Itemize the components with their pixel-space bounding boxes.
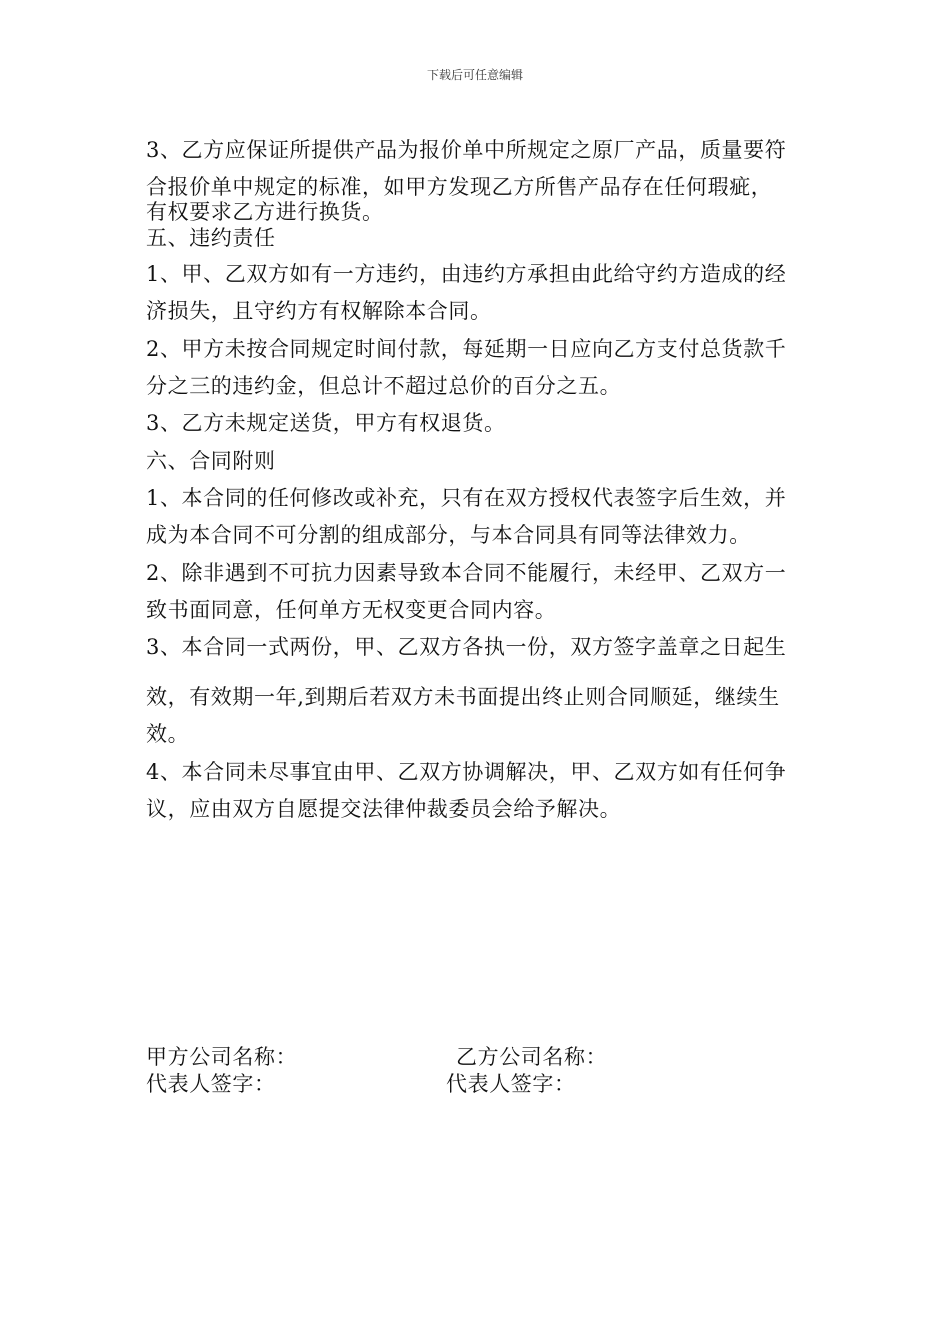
clause-line: 3、乙方应保证所提供产品为报价单中所规定之原厂产品，质量要符	[146, 138, 787, 162]
clause-line: 分之三的违约金，但总计不超过总价的百分之五。	[146, 374, 622, 398]
party-a-rep-label: 代表人签字：	[146, 1072, 276, 1096]
clause-line: 2、甲方未按合同规定时间付款，每延期一日应向乙方支付总货款千	[146, 337, 787, 361]
clause-line: 2、除非遇到不可抗力因素导致本合同不能履行，未经甲、乙双方一	[146, 561, 787, 585]
clause-line: 3、本合同一式两份，甲、乙双方各执一份，双方签字盖章之日起生	[146, 635, 787, 659]
clause-line: 济损失，且守约方有权解除本合同。	[146, 299, 492, 323]
clause-line: 合报价单中规定的标准，如甲方发现乙方所售产品存在任何瑕疵，	[146, 175, 773, 199]
clause-line: 效。	[146, 722, 190, 746]
party-b-company-label: 乙方公司名称：	[456, 1045, 608, 1069]
clause-line: 致书面同意，任何单方无权变更合同内容。	[146, 598, 557, 622]
clause-line: 3、乙方未规定送货，甲方有权退货。	[146, 411, 506, 435]
section-heading: 五、违约责任	[146, 226, 276, 250]
clause-line: 议，应由双方自愿提交法律仲裁委员会给予解决。	[146, 797, 622, 821]
clause-line: 1、甲、乙双方如有一方违约，由违约方承担由此给守约方造成的经	[146, 262, 787, 286]
party-a-company-label: 甲方公司名称：	[146, 1045, 298, 1069]
clause-line: 有权要求乙方进行换货。	[146, 200, 384, 224]
clause-line: 成为本合同不可分割的组成部分，与本合同具有同等法律效力。	[146, 523, 751, 547]
page-header: 下载后可任意编辑	[426, 68, 523, 82]
section-heading: 六、合同附则	[146, 449, 276, 473]
clause-line: 1、本合同的任何修改或补充，只有在双方授权代表签字后生效，并	[146, 486, 787, 510]
clause-line: 4、本合同未尽事宜由甲、乙双方协调解决，甲、乙双方如有任何争	[146, 760, 787, 784]
party-b-rep-label: 代表人签字：	[446, 1072, 576, 1096]
clause-line: 效，有效期一年,到期后若双方未书面提出终止则合同顺延，继续生	[146, 685, 780, 709]
